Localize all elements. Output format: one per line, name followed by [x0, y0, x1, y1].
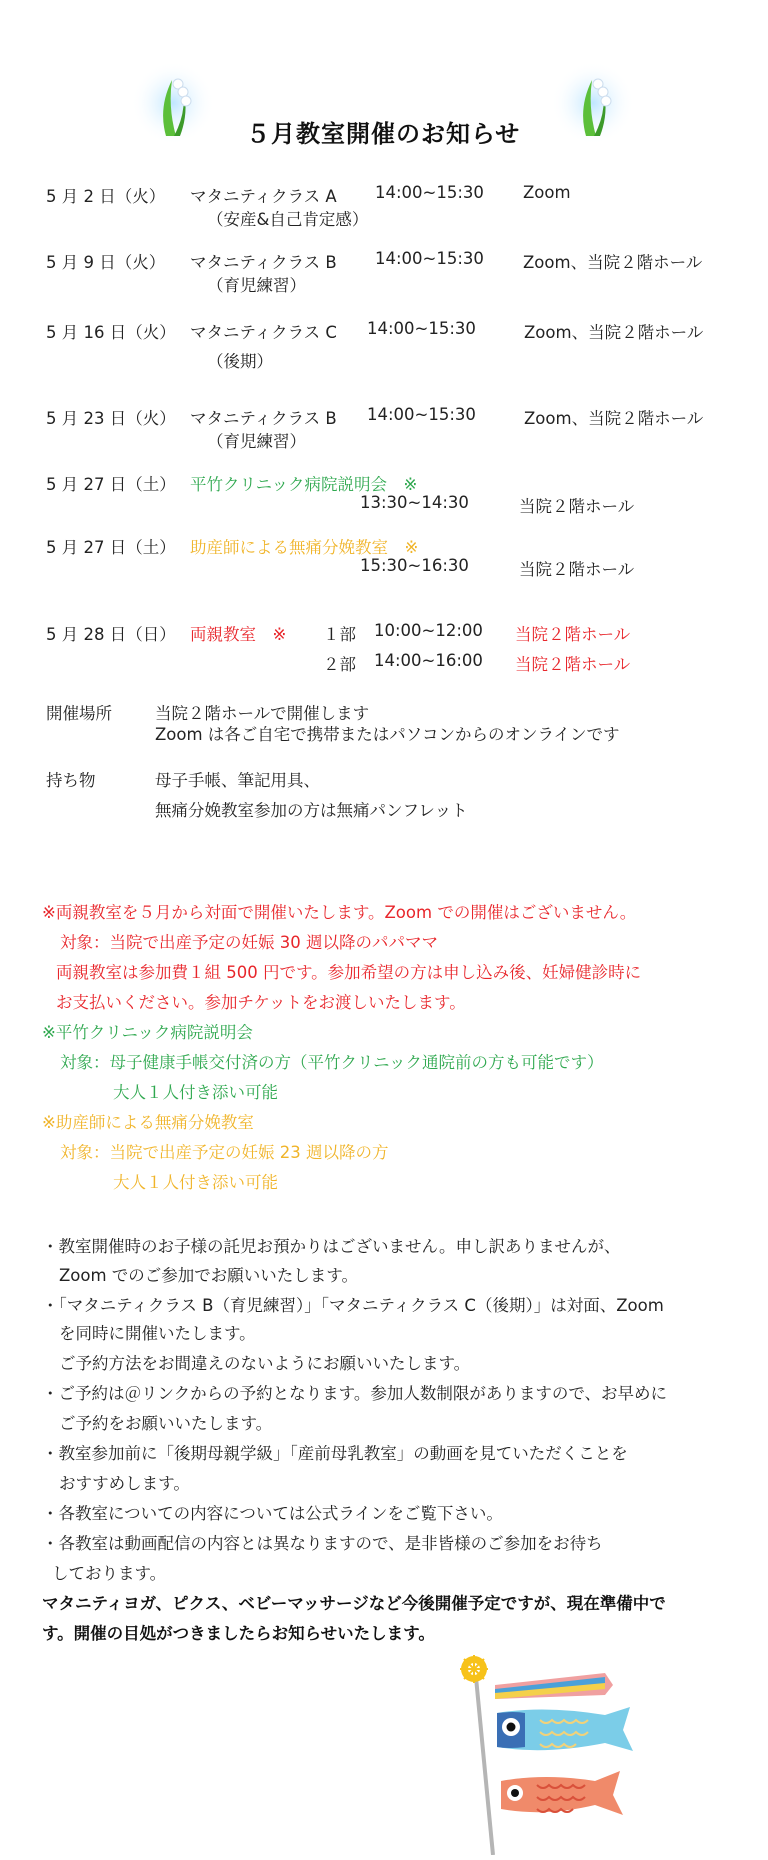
- venue-label: 開催場所: [46, 704, 112, 723]
- note-green-heading: ※平竹クリニック病院説明会: [42, 1023, 253, 1042]
- schedule-time: 14:00~15:30: [375, 249, 484, 268]
- schedule-date: 5 月 9 日（火）: [46, 253, 166, 272]
- schedule-name: 両親教室 ※: [190, 625, 287, 644]
- page-title: ５月教室開催のお知らせ: [246, 120, 521, 148]
- items-line: 母子手帳、筆記用具、: [155, 771, 320, 790]
- schedule-place: 当院２階ホール: [519, 497, 635, 516]
- schedule-part: ２部: [323, 655, 356, 674]
- schedule-time: 13:30~14:30: [360, 493, 469, 512]
- schedule-sub: （安産&自己肯定感）: [207, 210, 369, 229]
- schedule-place: Zoom、当院２階ホール: [524, 409, 704, 428]
- schedule-time: 14:00~15:30: [367, 319, 476, 338]
- note-yellow-line: 大人１人付き添い可能: [113, 1173, 278, 1192]
- schedule-place: Zoom: [523, 183, 571, 202]
- note-green-line: 大人１人付き添い可能: [113, 1083, 278, 1102]
- schedule-name: マタニティクラス A: [190, 187, 337, 206]
- items-label: 持ち物: [46, 771, 96, 790]
- closing-line: マタニティヨガ、ピクス、ベビーマッサージなど今後開催予定ですが、現在準備中で: [42, 1594, 666, 1613]
- note-yellow-heading: ※助産師による無痛分娩教室: [42, 1113, 254, 1132]
- schedule-date: 5 月 23 日（火）: [46, 409, 176, 428]
- schedule-place: 当院２階ホール: [519, 560, 635, 579]
- note-yellow-line: 対象：当院で出産予定の妊娠 23 週以降の方: [60, 1143, 389, 1162]
- schedule-place: Zoom、当院２階ホール: [524, 323, 704, 342]
- schedule-sub: （育児練習）: [207, 432, 306, 451]
- bullet-line: ・各教室は動画配信の内容とは異なりますので、是非皆様のご参加をお待ち: [42, 1534, 603, 1553]
- schedule-sub: （育児練習）: [207, 276, 306, 295]
- closing-line: す。開催の目処がつきましたらお知らせいたします。: [42, 1624, 435, 1643]
- schedule-name: マタニティクラス B: [190, 253, 337, 272]
- schedule-place: Zoom、当院２階ホール: [523, 253, 703, 272]
- schedule-time: 14:00~15:30: [375, 183, 484, 202]
- schedule-name: マタニティクラス B: [190, 409, 337, 428]
- bullet-line: Zoom でのご参加でお願いいたします。: [59, 1266, 358, 1285]
- venue-line: Zoom は各ご自宅で携帯またはパソコンからのオンラインです: [155, 725, 620, 744]
- note-red-line: 対象：当院で出産予定の妊娠 30 週以降のパパママ: [60, 933, 438, 952]
- bullet-line: ・教室参加前に「後期母親学級」「産前母乳教室」の動画を見ていただくことを: [42, 1444, 628, 1463]
- schedule-time: 14:00~16:00: [374, 651, 483, 670]
- bullet-line: ・教室開催時のお子様の託児お預かりはございません。申し訳ありませんが、: [42, 1237, 621, 1256]
- bullet-line: ・ご予約は＠リンクからの予約となります。参加人数制限がありますので、お早めに: [42, 1384, 668, 1403]
- schedule-place: 当院２階ホール: [515, 655, 631, 674]
- schedule-date: 5 月 28 日（日）: [46, 625, 176, 644]
- bullet-line: ・各教室についての内容については公式ラインをご覧下さい。: [42, 1504, 503, 1523]
- items-line: 無痛分娩教室参加の方は無痛パンフレット: [155, 801, 468, 820]
- schedule-name: 平竹クリニック病院説明会 ※: [190, 475, 418, 494]
- bullet-line: ・「マタニティクラス B（育児練習）」「マタニティクラス C（後期）」は対面、Zoom: [42, 1296, 664, 1315]
- note-red-line: 両親教室は参加費１組 500 円です。参加希望の方は申し込み後、妊婦健診時に: [56, 963, 642, 982]
- bullet-line: しております。: [52, 1564, 167, 1583]
- schedule-time: 14:00~15:30: [367, 405, 476, 424]
- note-red-heading: ※両親教室を５月から対面で開催いたします。Zoom での開催はございません。: [42, 903, 637, 922]
- bullet-line: ご予約方法をお間違えのないようにお願いいたします。: [59, 1354, 471, 1373]
- schedule-date: 5 月 27 日（土）: [46, 538, 176, 557]
- schedule-name: 助産師による無痛分娩教室 ※: [190, 538, 419, 557]
- schedule-date: 5 月 27 日（土）: [46, 475, 176, 494]
- schedule-sub: （後期）: [207, 352, 273, 371]
- schedule-part: １部: [323, 625, 356, 644]
- schedule-time: 10:00~12:00: [374, 621, 483, 640]
- schedule-name: マタニティクラス C: [190, 323, 337, 342]
- schedule-date: 5 月 2 日（火）: [46, 187, 166, 206]
- venue-line: 当院２階ホールで開催します: [155, 704, 370, 723]
- schedule-time: 15:30~16:30: [360, 556, 469, 575]
- bullet-line: ご予約をお願いいたします。: [59, 1414, 273, 1433]
- note-green-line: 対象：母子健康手帳交付済の方（平竹クリニック通院前の方も可能です）: [60, 1053, 604, 1072]
- note-red-line: お支払いください。参加チケットをお渡しいたします。: [56, 993, 466, 1012]
- bullet-line: おすすめします。: [59, 1474, 190, 1493]
- schedule-date: 5 月 16 日（火）: [46, 323, 176, 342]
- schedule-place: 当院２階ホール: [515, 625, 631, 644]
- bullet-line: を同時に開催いたします。: [59, 1324, 256, 1343]
